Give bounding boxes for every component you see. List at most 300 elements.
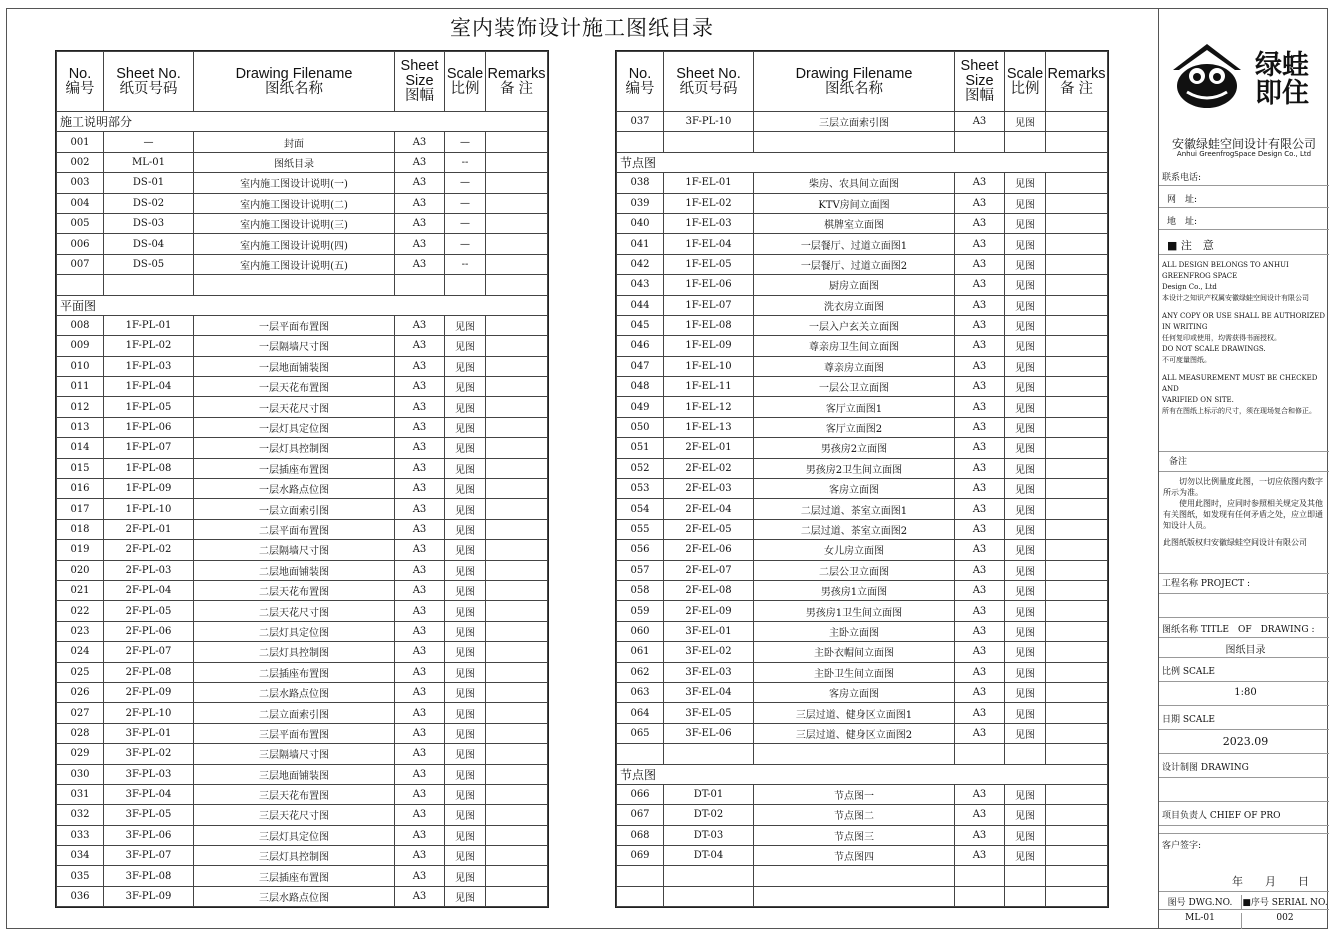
table-row	[57, 540, 548, 560]
col-no-header: No. 编号	[617, 52, 664, 112]
cell-remarks	[1046, 886, 1108, 906]
cell-no: 008	[57, 315, 104, 335]
cell-name: 男孩房1立面图	[754, 580, 955, 600]
cell-remarks	[1046, 866, 1108, 886]
cell-scale: 见图	[1005, 642, 1046, 662]
cell-name: 一层天花布置图	[194, 377, 395, 397]
cell-remarks	[486, 377, 548, 397]
cell-size: A3	[395, 825, 445, 845]
cell-remarks	[1046, 377, 1108, 397]
blank-row	[617, 866, 1108, 886]
cell-size: A3	[395, 132, 445, 152]
table-row	[57, 866, 548, 886]
section-label: 节点图	[617, 152, 1108, 172]
cell-size: A3	[955, 173, 1005, 193]
cell-name: 二层灯具定位图	[194, 621, 395, 641]
cell-remarks	[1046, 173, 1108, 193]
section-label: 施工说明部分	[57, 112, 548, 132]
cell-no: 047	[617, 356, 664, 376]
cell-name	[754, 886, 955, 906]
cell-scale: 见图	[1005, 825, 1046, 845]
cell-size: A3	[955, 723, 1005, 743]
cell-size: A3	[955, 275, 1005, 295]
cell-remarks	[1046, 417, 1108, 437]
cell-remarks	[1046, 132, 1108, 152]
cell-scale: 见图	[1005, 397, 1046, 417]
cell-size: A3	[395, 193, 445, 213]
cell-scale: 见图	[1005, 662, 1046, 682]
cell-remarks	[486, 336, 548, 356]
cell-size: A3	[395, 499, 445, 519]
cell-sheet: 2F-PL-04	[104, 580, 194, 600]
cell-size: A3	[955, 519, 1005, 539]
cell-scale: 见图	[1005, 336, 1046, 356]
cell-name: 二层天花布置图	[194, 580, 395, 600]
cell-sheet: 3F-PL-03	[104, 764, 194, 784]
cell-size: A3	[955, 662, 1005, 682]
cell-size: A3	[395, 886, 445, 906]
cell-remarks	[486, 662, 548, 682]
cell-no: 022	[57, 601, 104, 621]
cell-remarks	[1046, 438, 1108, 458]
cell-sheet: 1F-EL-10	[664, 356, 754, 376]
cell-scale: —	[445, 173, 486, 193]
section-row	[57, 295, 548, 315]
cell-size: A3	[395, 519, 445, 539]
table-row	[617, 642, 1108, 662]
table-row	[57, 213, 548, 233]
cell-no: 066	[617, 784, 664, 804]
cell-no: 026	[57, 682, 104, 702]
cell-sheet: 2F-PL-01	[104, 519, 194, 539]
blank-row	[57, 275, 548, 295]
cell-no: 012	[57, 397, 104, 417]
col-remarks-header: Remarks 备 注	[486, 52, 548, 112]
cell-sheet: —	[104, 132, 194, 152]
cell-scale: 见图	[445, 866, 486, 886]
cell-remarks	[1046, 213, 1108, 233]
table-row	[57, 173, 548, 193]
cell-sheet: 1F-EL-13	[664, 417, 754, 437]
cell-remarks	[486, 825, 548, 845]
cell-no: 060	[617, 621, 664, 641]
table-row	[57, 254, 548, 274]
cell-sheet: 3F-PL-02	[104, 744, 194, 764]
cell-no: 006	[57, 234, 104, 254]
col-size-header: Sheet Size 图幅	[955, 52, 1005, 112]
cell-name: 主卧卫生间立面图	[754, 662, 955, 682]
cell-sheet: 3F-PL-04	[104, 784, 194, 804]
cell-name: 三层灯具定位图	[194, 825, 395, 845]
cell-scale: 见图	[445, 540, 486, 560]
address-field: 地 址:	[1159, 210, 1329, 230]
cell-remarks	[486, 275, 548, 295]
cell-remarks	[1046, 682, 1108, 702]
cell-name: 一层立面索引图	[194, 499, 395, 519]
cell-remarks	[1046, 621, 1108, 641]
table-row	[57, 682, 548, 702]
company-name: 安徽绿蛙空间设计有限公司	[1171, 137, 1316, 151]
cell-remarks	[1046, 825, 1108, 845]
table-row	[617, 479, 1108, 499]
cell-remarks	[1046, 662, 1108, 682]
table-row	[57, 193, 548, 213]
cell-name: 客房立面图	[754, 479, 955, 499]
col-name-header: Drawing Filename 图纸名称	[194, 52, 395, 112]
cell-remarks	[1046, 703, 1108, 723]
cell-sheet: 1F-PL-09	[104, 479, 194, 499]
cell-remarks	[486, 499, 548, 519]
cell-sheet: DS-03	[104, 213, 194, 233]
cell-scale: —	[445, 213, 486, 233]
table-row	[57, 662, 548, 682]
cell-no: 028	[57, 723, 104, 743]
cell-no	[617, 866, 664, 886]
cell-no	[617, 132, 664, 152]
logo-text-2: 即住	[1255, 78, 1309, 109]
cell-scale: —	[445, 193, 486, 213]
cell-sheet: 2F-PL-08	[104, 662, 194, 682]
cell-scale: 见图	[445, 682, 486, 702]
cell-remarks	[1046, 744, 1108, 764]
cell-name: 一层餐厅、过道立面图2	[754, 254, 955, 274]
cell-no: 024	[57, 642, 104, 662]
scale-value: 1:80	[1159, 682, 1329, 706]
cell-no: 003	[57, 173, 104, 193]
cell-name: 节点图三	[754, 825, 955, 845]
table-row	[57, 234, 548, 254]
cell-size: A3	[955, 438, 1005, 458]
cell-remarks	[486, 621, 548, 641]
drawing-by-label: 设计制图 DRAWING	[1159, 754, 1329, 778]
section-row	[57, 112, 548, 132]
cell-remarks	[1046, 234, 1108, 254]
cell-name: 二层过道、茶室立面图2	[754, 519, 955, 539]
cell-name: 图纸目录	[194, 152, 395, 172]
cell-no: 054	[617, 499, 664, 519]
page-title: 室内装饰设计施工图纸目录	[450, 16, 714, 40]
cell-no: 023	[57, 621, 104, 641]
cell-remarks	[1046, 397, 1108, 417]
cell-sheet: DT-04	[664, 846, 754, 866]
cell-size: A3	[395, 601, 445, 621]
cell-sheet	[664, 744, 754, 764]
cell-sheet: 2F-PL-02	[104, 540, 194, 560]
cell-no: 014	[57, 438, 104, 458]
project-field: 工程名称 PROJECT :	[1159, 572, 1329, 594]
cell-remarks	[486, 642, 548, 662]
cell-name: 二层水路点位图	[194, 682, 395, 702]
section-label: 节点图	[617, 764, 1108, 784]
table-row	[617, 295, 1108, 315]
cell-remarks	[1046, 642, 1108, 662]
cell-name: 客房立面图	[754, 682, 955, 702]
cell-name: 三层插座布置图	[194, 866, 395, 886]
cell-remarks	[486, 682, 548, 702]
cell-scale: 见图	[1005, 356, 1046, 376]
cell-no: 063	[617, 682, 664, 702]
cell-name: 室内施工图设计说明(五)	[194, 254, 395, 274]
cell-remarks	[486, 152, 548, 172]
cell-size: A3	[395, 540, 445, 560]
cell-remarks	[486, 173, 548, 193]
cell-scale: 见图	[1005, 846, 1046, 866]
cell-sheet: 2F-EL-01	[664, 438, 754, 458]
cell-sheet: 1F-EL-12	[664, 397, 754, 417]
cell-sheet: 1F-PL-07	[104, 438, 194, 458]
cell-no: 062	[617, 662, 664, 682]
cell-remarks	[486, 234, 548, 254]
cell-name: 尊亲房立面图	[754, 356, 955, 376]
table-row	[617, 519, 1108, 539]
cell-remarks	[486, 519, 548, 539]
cell-no: 041	[617, 234, 664, 254]
cell-sheet: DS-05	[104, 254, 194, 274]
cell-no: 042	[617, 254, 664, 274]
cell-size: A3	[955, 336, 1005, 356]
cell-remarks	[1046, 336, 1108, 356]
cell-no: 018	[57, 519, 104, 539]
notice-line: ALL MEASUREMENT MUST BE CHECKED AND	[1162, 374, 1318, 393]
table-row	[617, 173, 1108, 193]
cell-name: 节点图四	[754, 846, 955, 866]
cell-scale: 见图	[1005, 173, 1046, 193]
cell-size: A3	[395, 336, 445, 356]
cell-remarks	[486, 254, 548, 274]
table-row	[57, 723, 548, 743]
cell-no: 038	[617, 173, 664, 193]
table-row	[617, 723, 1108, 743]
cell-scale: 见图	[1005, 234, 1046, 254]
table-row	[57, 744, 548, 764]
client-signature: 客户签字: 年 月 日	[1159, 834, 1329, 892]
cell-sheet: 2F-EL-09	[664, 601, 754, 621]
cell-size: A3	[955, 540, 1005, 560]
cell-sheet: DS-04	[104, 234, 194, 254]
cell-size: A3	[395, 254, 445, 274]
cell-remarks	[486, 132, 548, 152]
table-row	[57, 499, 548, 519]
cell-no: 033	[57, 825, 104, 845]
date-value: 2023.09	[1159, 730, 1329, 754]
notice-line: ANY COPY OR USE SHALL BE AUTHORIZED IN WRITING	[1162, 312, 1325, 331]
section-label: 平面图	[57, 295, 548, 315]
cell-size: A3	[395, 744, 445, 764]
cell-scale: 见图	[445, 336, 486, 356]
cell-remarks	[1046, 560, 1108, 580]
cell-scale: 见图	[1005, 621, 1046, 641]
cell-sheet: 2F-PL-06	[104, 621, 194, 641]
cell-scale: 见图	[445, 723, 486, 743]
number-headers: 图号 DWG.NO. ■序号 SERIAL NO.	[1159, 892, 1329, 910]
cell-sheet: 3F-EL-05	[664, 703, 754, 723]
phone-field: 联系电话:	[1159, 166, 1329, 186]
cell-scale: 见图	[445, 519, 486, 539]
cell-scale: 见图	[1005, 213, 1046, 233]
cell-name: 三层过道、健身区立面图2	[754, 723, 955, 743]
cell-size: A3	[395, 458, 445, 478]
cell-size: A3	[955, 580, 1005, 600]
cell-scale	[1005, 886, 1046, 906]
cell-remarks	[486, 213, 548, 233]
cell-name: 一层灯具定位图	[194, 417, 395, 437]
cell-name: 一层天花尺寸图	[194, 397, 395, 417]
cell-sheet: 3F-EL-01	[664, 621, 754, 641]
cell-remarks	[1046, 805, 1108, 825]
cell-scale: --	[445, 152, 486, 172]
cell-sheet: 3F-PL-06	[104, 825, 194, 845]
table-row	[617, 275, 1108, 295]
cell-remarks	[486, 866, 548, 886]
cell-no: 039	[617, 193, 664, 213]
cell-name: 一层插座布置图	[194, 458, 395, 478]
notice-line: 本设计之知识产权属安徽绿蛙空间设计有限公司	[1162, 294, 1309, 302]
cell-remarks	[486, 703, 548, 723]
cell-sheet: 1F-PL-06	[104, 417, 194, 437]
cell-remarks	[486, 846, 548, 866]
cell-size: A3	[955, 499, 1005, 519]
cell-sheet: 1F-EL-03	[664, 213, 754, 233]
drawing-title-value: 图纸目录	[1159, 638, 1329, 658]
cell-sheet: 1F-PL-01	[104, 315, 194, 335]
table-row	[617, 417, 1108, 437]
notice-heading: ■ 注 意	[1159, 233, 1329, 255]
cell-no: 017	[57, 499, 104, 519]
table-row	[57, 479, 548, 499]
cell-size: A3	[395, 417, 445, 437]
table-row	[617, 336, 1108, 356]
cell-name: 一层公卫立面图	[754, 377, 955, 397]
cell-scale: 见图	[445, 438, 486, 458]
cell-no: 010	[57, 356, 104, 376]
table-row	[617, 662, 1108, 682]
cell-scale: 见图	[1005, 438, 1046, 458]
cell-scale: 见图	[1005, 519, 1046, 539]
col-remarks-header: Remarks 备 注	[1046, 52, 1108, 112]
cell-sheet: 3F-EL-06	[664, 723, 754, 743]
cell-no: 051	[617, 438, 664, 458]
cell-remarks	[486, 438, 548, 458]
table-row	[617, 682, 1108, 702]
cell-sheet: DS-01	[104, 173, 194, 193]
cell-size: A3	[395, 152, 445, 172]
cell-size: A3	[395, 397, 445, 417]
number-values: ML-01 002	[1159, 910, 1329, 929]
table-row	[617, 315, 1108, 335]
cell-scale: --	[445, 254, 486, 274]
cell-remarks	[486, 560, 548, 580]
cell-name: 室内施工图设计说明(一)	[194, 173, 395, 193]
cell-scale: 见图	[445, 356, 486, 376]
cell-name: 女儿房立面图	[754, 540, 955, 560]
cell-no: 015	[57, 458, 104, 478]
cell-remarks	[486, 193, 548, 213]
cell-sheet: 3F-EL-04	[664, 682, 754, 702]
cell-size: A3	[395, 315, 445, 335]
cell-size: A3	[955, 825, 1005, 845]
cell-sheet: 3F-PL-08	[104, 866, 194, 886]
cell-size: A3	[955, 356, 1005, 376]
cell-remarks	[486, 540, 548, 560]
cell-remarks	[486, 417, 548, 437]
cell-no: 069	[617, 846, 664, 866]
table-row	[57, 336, 548, 356]
table-row	[617, 377, 1108, 397]
cell-remarks	[1046, 193, 1108, 213]
cell-sheet: 2F-EL-08	[664, 580, 754, 600]
cell-scale: 见图	[1005, 193, 1046, 213]
cell-remarks	[486, 805, 548, 825]
cell-remarks	[486, 315, 548, 335]
cell-size: A3	[955, 642, 1005, 662]
cell-scale	[1005, 132, 1046, 152]
cell-name: 三层地面铺装图	[194, 764, 395, 784]
cell-scale: 见图	[1005, 601, 1046, 621]
cell-scale: 见图	[1005, 540, 1046, 560]
cell-no: 037	[617, 112, 664, 132]
cell-scale: 见图	[445, 662, 486, 682]
notice-line: DO NOT SCALE DRAWINGS.	[1162, 345, 1266, 353]
cell-name: 男孩房2卫生间立面图	[754, 458, 955, 478]
cell-size: A3	[955, 621, 1005, 641]
cell-name: 三层过道、健身区立面图1	[754, 703, 955, 723]
table-row	[57, 315, 548, 335]
cell-size: A3	[395, 173, 445, 193]
cell-scale: 见图	[445, 580, 486, 600]
table-row	[617, 193, 1108, 213]
cell-sheet	[664, 866, 754, 886]
table-row	[57, 805, 548, 825]
table-row	[617, 112, 1108, 132]
cell-scale: 见图	[445, 744, 486, 764]
table-row	[617, 825, 1108, 845]
cell-size	[955, 744, 1005, 764]
cell-name	[754, 132, 955, 152]
cell-no: 044	[617, 295, 664, 315]
table-row	[57, 886, 548, 906]
notice-line: Design Co., Ltd	[1162, 283, 1217, 291]
cell-sheet: 2F-PL-07	[104, 642, 194, 662]
cell-name: 一层灯具控制图	[194, 438, 395, 458]
cell-no: 040	[617, 213, 664, 233]
table-row	[57, 703, 548, 723]
cell-name: 厨房立面图	[754, 275, 955, 295]
cell-sheet: 3F-PL-05	[104, 805, 194, 825]
cell-sheet: 3F-EL-03	[664, 662, 754, 682]
col-scale-header: Scale 比例	[1005, 52, 1046, 112]
cell-sheet: 1F-PL-05	[104, 397, 194, 417]
cell-size: A3	[955, 560, 1005, 580]
cell-sheet: 1F-PL-02	[104, 336, 194, 356]
blank-row	[617, 886, 1108, 906]
cell-no: 002	[57, 152, 104, 172]
col-size-header: Sheet Size 图幅	[395, 52, 445, 112]
cell-no: 030	[57, 764, 104, 784]
cell-sheet: DT-02	[664, 805, 754, 825]
cell-name: 洗衣房立面图	[754, 295, 955, 315]
date-label: 日期 SCALE	[1159, 706, 1329, 730]
cell-size: A3	[955, 112, 1005, 132]
table-row	[57, 621, 548, 641]
cell-scale: 见图	[1005, 254, 1046, 274]
cell-remarks	[486, 764, 548, 784]
notice-line: 任何复印或使用，均需获得书面授权。	[1162, 334, 1281, 342]
table-row	[57, 601, 548, 621]
cell-name: KTV房间立面图	[754, 193, 955, 213]
cell-scale: —	[445, 132, 486, 152]
table-row	[57, 356, 548, 376]
cell-sheet: 1F-EL-01	[664, 173, 754, 193]
